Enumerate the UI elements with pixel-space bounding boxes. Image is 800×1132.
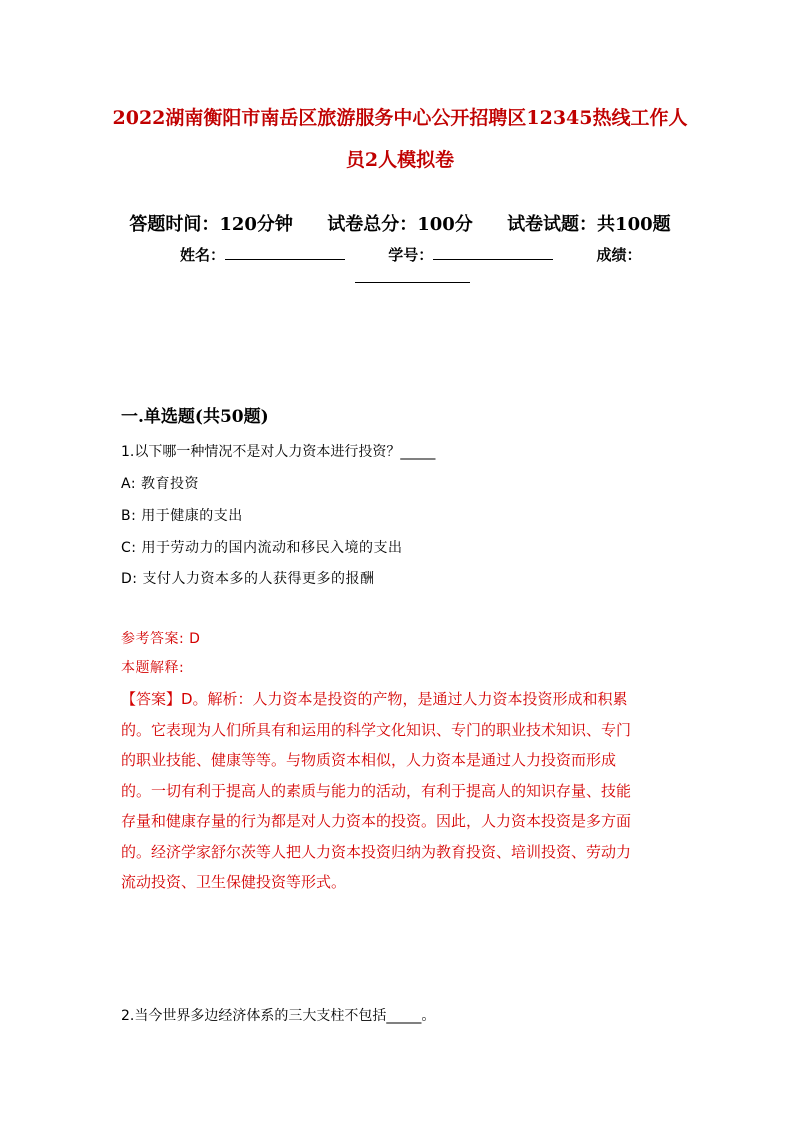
name-blank[interactable] — [225, 245, 345, 260]
explanation-line: 存量和健康存量的行为都是对人力资本的投资。因此，人力资本投资是多方面 — [121, 812, 632, 830]
id-blank[interactable] — [433, 245, 553, 260]
score-label: 成绩： — [596, 246, 642, 264]
question-1-option-a[interactable]: A: 教育投资 — [121, 476, 199, 492]
score-blank[interactable] — [355, 270, 470, 283]
question-2-stem: 2.当今世界多边经济体系的三大支柱不包括_____。 — [121, 1008, 436, 1024]
explanation-line: 的。一切有利于提高人的素质与能力的活动，有利于提高人的知识存量、技能 — [121, 781, 632, 800]
question-1-stem: 1.以下哪一种情况不是对人力资本进行投资？_____ — [121, 444, 436, 460]
id-label: 学号： — [388, 246, 434, 264]
section-title: 一.单选题(共50题) — [121, 407, 269, 427]
explanation-text — [121, 684, 681, 898]
question-1-option-b[interactable]: B: 用于健康的支出 — [121, 508, 243, 524]
exam-title-line2: 员2人模拟卷 — [345, 149, 455, 171]
name-label: 姓名： — [180, 246, 226, 264]
exam-title-line1: 2022湖南衡阳市南岳区旅游服务中心公开招聘区12345热线工作人 — [112, 107, 688, 129]
explanation-line: 流动投资、卫生保健投资等形式。 — [121, 873, 347, 891]
explanation-line: 的。经济学家舒尔茨等人把人力资本投资归纳为教育投资、培训投资、劳动力 — [121, 842, 632, 861]
question-1-option-c[interactable]: C: 用于劳动力的国内流动和移民入境的支出 — [121, 540, 403, 556]
explanation-line: 【答案】D。解析：人力资本是投资的产物，是通过人力资本投资形成和积累 — [121, 690, 628, 708]
candidate-fields — [180, 244, 642, 265]
explanation-line: 的。它表现为人们所具有和运用的科学文化知识、专门的职业技术知识、专门 — [121, 720, 632, 739]
exam-question-count: 试卷试题：共100题 — [507, 214, 671, 235]
exam-meta — [0, 210, 800, 236]
explanation-label: 本题解释: — [121, 660, 185, 676]
exam-time: 答题时间：120分钟 — [129, 214, 293, 235]
explanation-line: 的职业技能、健康等等。与物质资本相似，人力资本是通过人力投资而形成 — [121, 751, 617, 769]
exam-total-score: 试卷总分：100分 — [327, 214, 473, 235]
question-1-option-d[interactable]: D: 支付人力资本多的人获得更多的报酬 — [121, 571, 375, 587]
answer-line: 参考答案: D — [121, 631, 201, 647]
